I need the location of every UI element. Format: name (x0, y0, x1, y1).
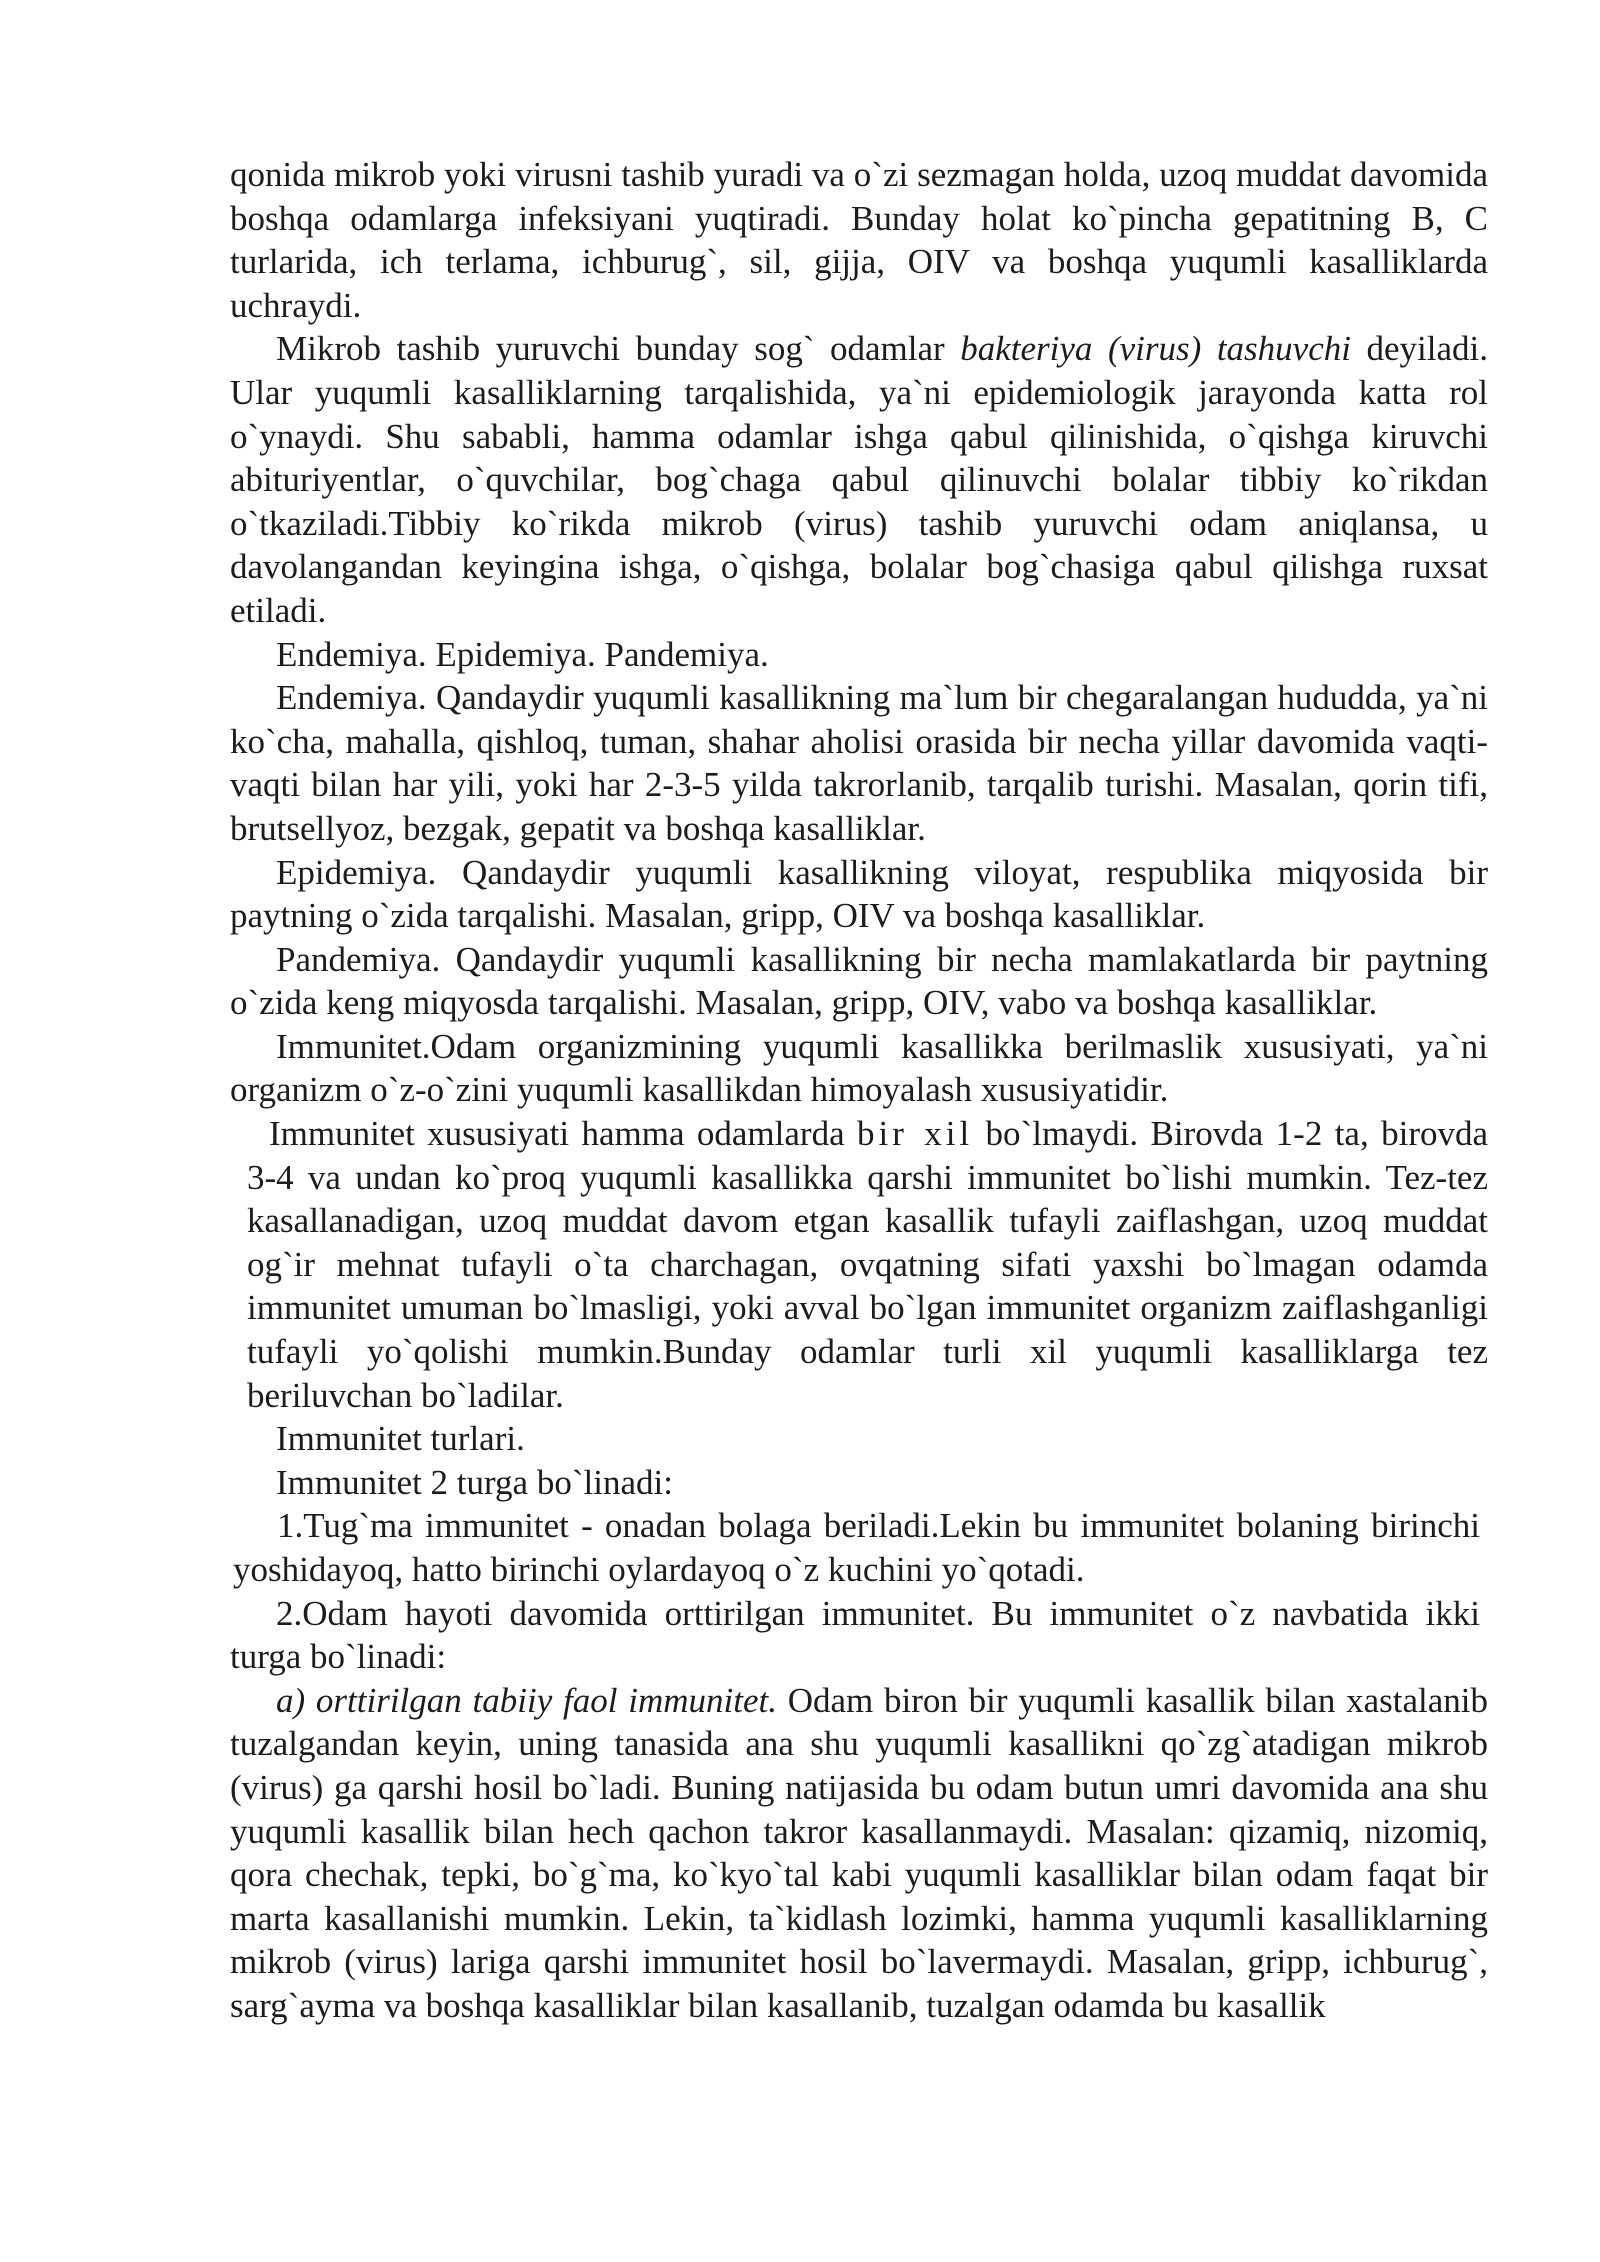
list-item-acquired-immunity: 2.Odam hayoti davomida orttirilgan immunitet. Bu immunitet o`z navbatida ikki turga bo`linadi: (230, 1593, 1480, 1677)
document-body (230, 153, 1488, 2028)
paragraph-immunity-variation-lead: Immunitet xususiyati hamma odamlarda (269, 1114, 857, 1154)
paragraph-carrier-intro: qonida mikrob yoki virusni tashib yuradi va o`zi sezmagan holda, uzoq muddat davomida boshqa odamlarga infeksiyani yuqtiradi. Bunday holat ko`pincha gepatitning B, C turlarida, ich terlama, ichburug`, sil, gijja, OIV va boshqa yuqumli kasalliklarda uchraydi. (230, 155, 1488, 325)
list-item-innate-immunity: 1.Tug`ma immunitet - onadan bolaga beriladi.Lekin bu immunitet bolaning birinchi yoshidayoq, hatto birinchi oylardayoq o`z kuchini yo`qotadi. (233, 1506, 1480, 1589)
paragraph-immunity-variation (230, 1112, 1488, 1417)
spaced-phrase: bir xil (856, 1114, 974, 1154)
paragraph-pandemic: Pandemiya. Qandaydir yuqumli kasallikning bir necha mamlakatlarda bir paytning o`zida keng miqyosda tarqalishi. Masalan, gripp, OIV, vabo va boshqa kasalliklar. (230, 939, 1488, 1023)
paragraph-natural-active-immunity-rest: Odam biron bir yuqumli kasallik bilan xastalanib tuzalgandan keyin, uning tanasida ana shu yuqumli kasallikni qo`zg`atadigan mikrob (virus) ga qarshi hosil bo`ladi. Buning natijasida bu odam butun umri davomida ana shu yuqumli kasallik bilan hech qachon takror kasallanmaydi. Masalan: qizamiq, nizomiq, qora chechak, tepki, bo`g`ma, ko`kyo`tal kabi yuqumli kasalliklar bilan odam faqat bir marta kasallanishi mumkin. Lekin, ta`kidlash lozimki, hamma yuqumli kasalliklarning mikrob (virus) lariga qarshi immunitet hosil bo`lavermaydi. Masalan, gripp, ichburug`, sarg`ayma va boshqa kasalliklar bilan kasallanib, tuzalgan odamda bu kasallik (230, 1680, 1488, 2025)
heading-immunity-types: Immunitet turlari. (276, 1419, 525, 1459)
paragraph-natural-active-immunity (230, 1679, 1488, 2028)
paragraph-epidemic: Epidemiya. Qandaydir yuqumli kasallikning viloyat, respublika miqyosida bir paytning o`zida tarqalishi. Masalan, gripp, OIV va boshqa kasalliklar. (230, 852, 1488, 936)
paragraph-carriers-rest: deyiladi. Ular yuqumli kasalliklarning tarqalishida, ya`ni epidemiologik jarayonda katta rol o`ynaydi. Shu sababli, hamma odamlar ishga qabul qilinishida, o`qishga kiruvchi abituriyentlar, o`quvchilar, bog`chaga qabul qilinuvchi bolalar tibbiy ko`rikdan o`tkaziladi.Tibbiy ko`rikda mikrob (virus) tashib yuruvchi odam aniqlansa, u davolangandan keyingina ishga, o`qishga, bolalar bog`chasiga qabul qilishga ruxsat etiladi. (230, 329, 1488, 630)
paragraph-immunity-two-types: Immunitet 2 turga bo`linadi: (276, 1462, 673, 1502)
paragraph-endemic: Endemiya. Qandaydir yuqumli kasallikning ma`lum bir chegaralangan hududda, ya`ni ko`cha, mahalla, qishloq, tuman, shahar aholisi orasida bir necha yillar davomida vaqti-vaqti bilan har yili, yoki har 2-3-5 yilda takrorlanib, tarqalib turishi. Masalan, qorin tifi, brutsellyoz, bezgak, gepatit va boshqa kasalliklar. (230, 678, 1488, 848)
term-bacteria-carrier: bakteriya (virus) tashuvchi (960, 329, 1351, 369)
heading-endemic-epidemic-pandemic: Endemiya. Epidemiya. Pandemiya. (276, 634, 769, 674)
term-natural-active-immunity: a) orttirilgan tabiiy faol immunitet. (276, 1680, 777, 1720)
paragraph-immunity-definition: Immunitet.Odam organizmining yuqumli kasallikka berilmaslik xususiyati, ya`ni organizm o`z-o`zini yuqumli kasallikdan himoyalash xususiyatidir. (230, 1026, 1488, 1110)
paragraph-immunity-variation-rest: bo`lmaydi. Birovda 1-2 ta, birovda 3-4 va undan ko`proq yuqumli kasallikka qarshi immunitet bo`lishi mumkin. Tez-tez kasallanadigan, uzoq muddat davom etgan kasallik tufayli zaiflashgan, uzoq muddat og`ir mehnat tufayli o`ta charchagan, ovqatning sifati yaxshi bo`lmagan odamda immunitet umuman bo`lmasligi, yoki avval bo`lgan immunitet organizm zaiflashganligi tufayli yo`qolishi mumkin.Bunday odamlar turli xil yuqumli kasalliklarga tez beriluvchan bo`ladilar. (247, 1114, 1489, 1415)
paragraph-carriers (230, 327, 1488, 632)
paragraph-carriers-lead: Mikrob tashib yuruvchi bunday sog` odamlar (276, 329, 961, 369)
